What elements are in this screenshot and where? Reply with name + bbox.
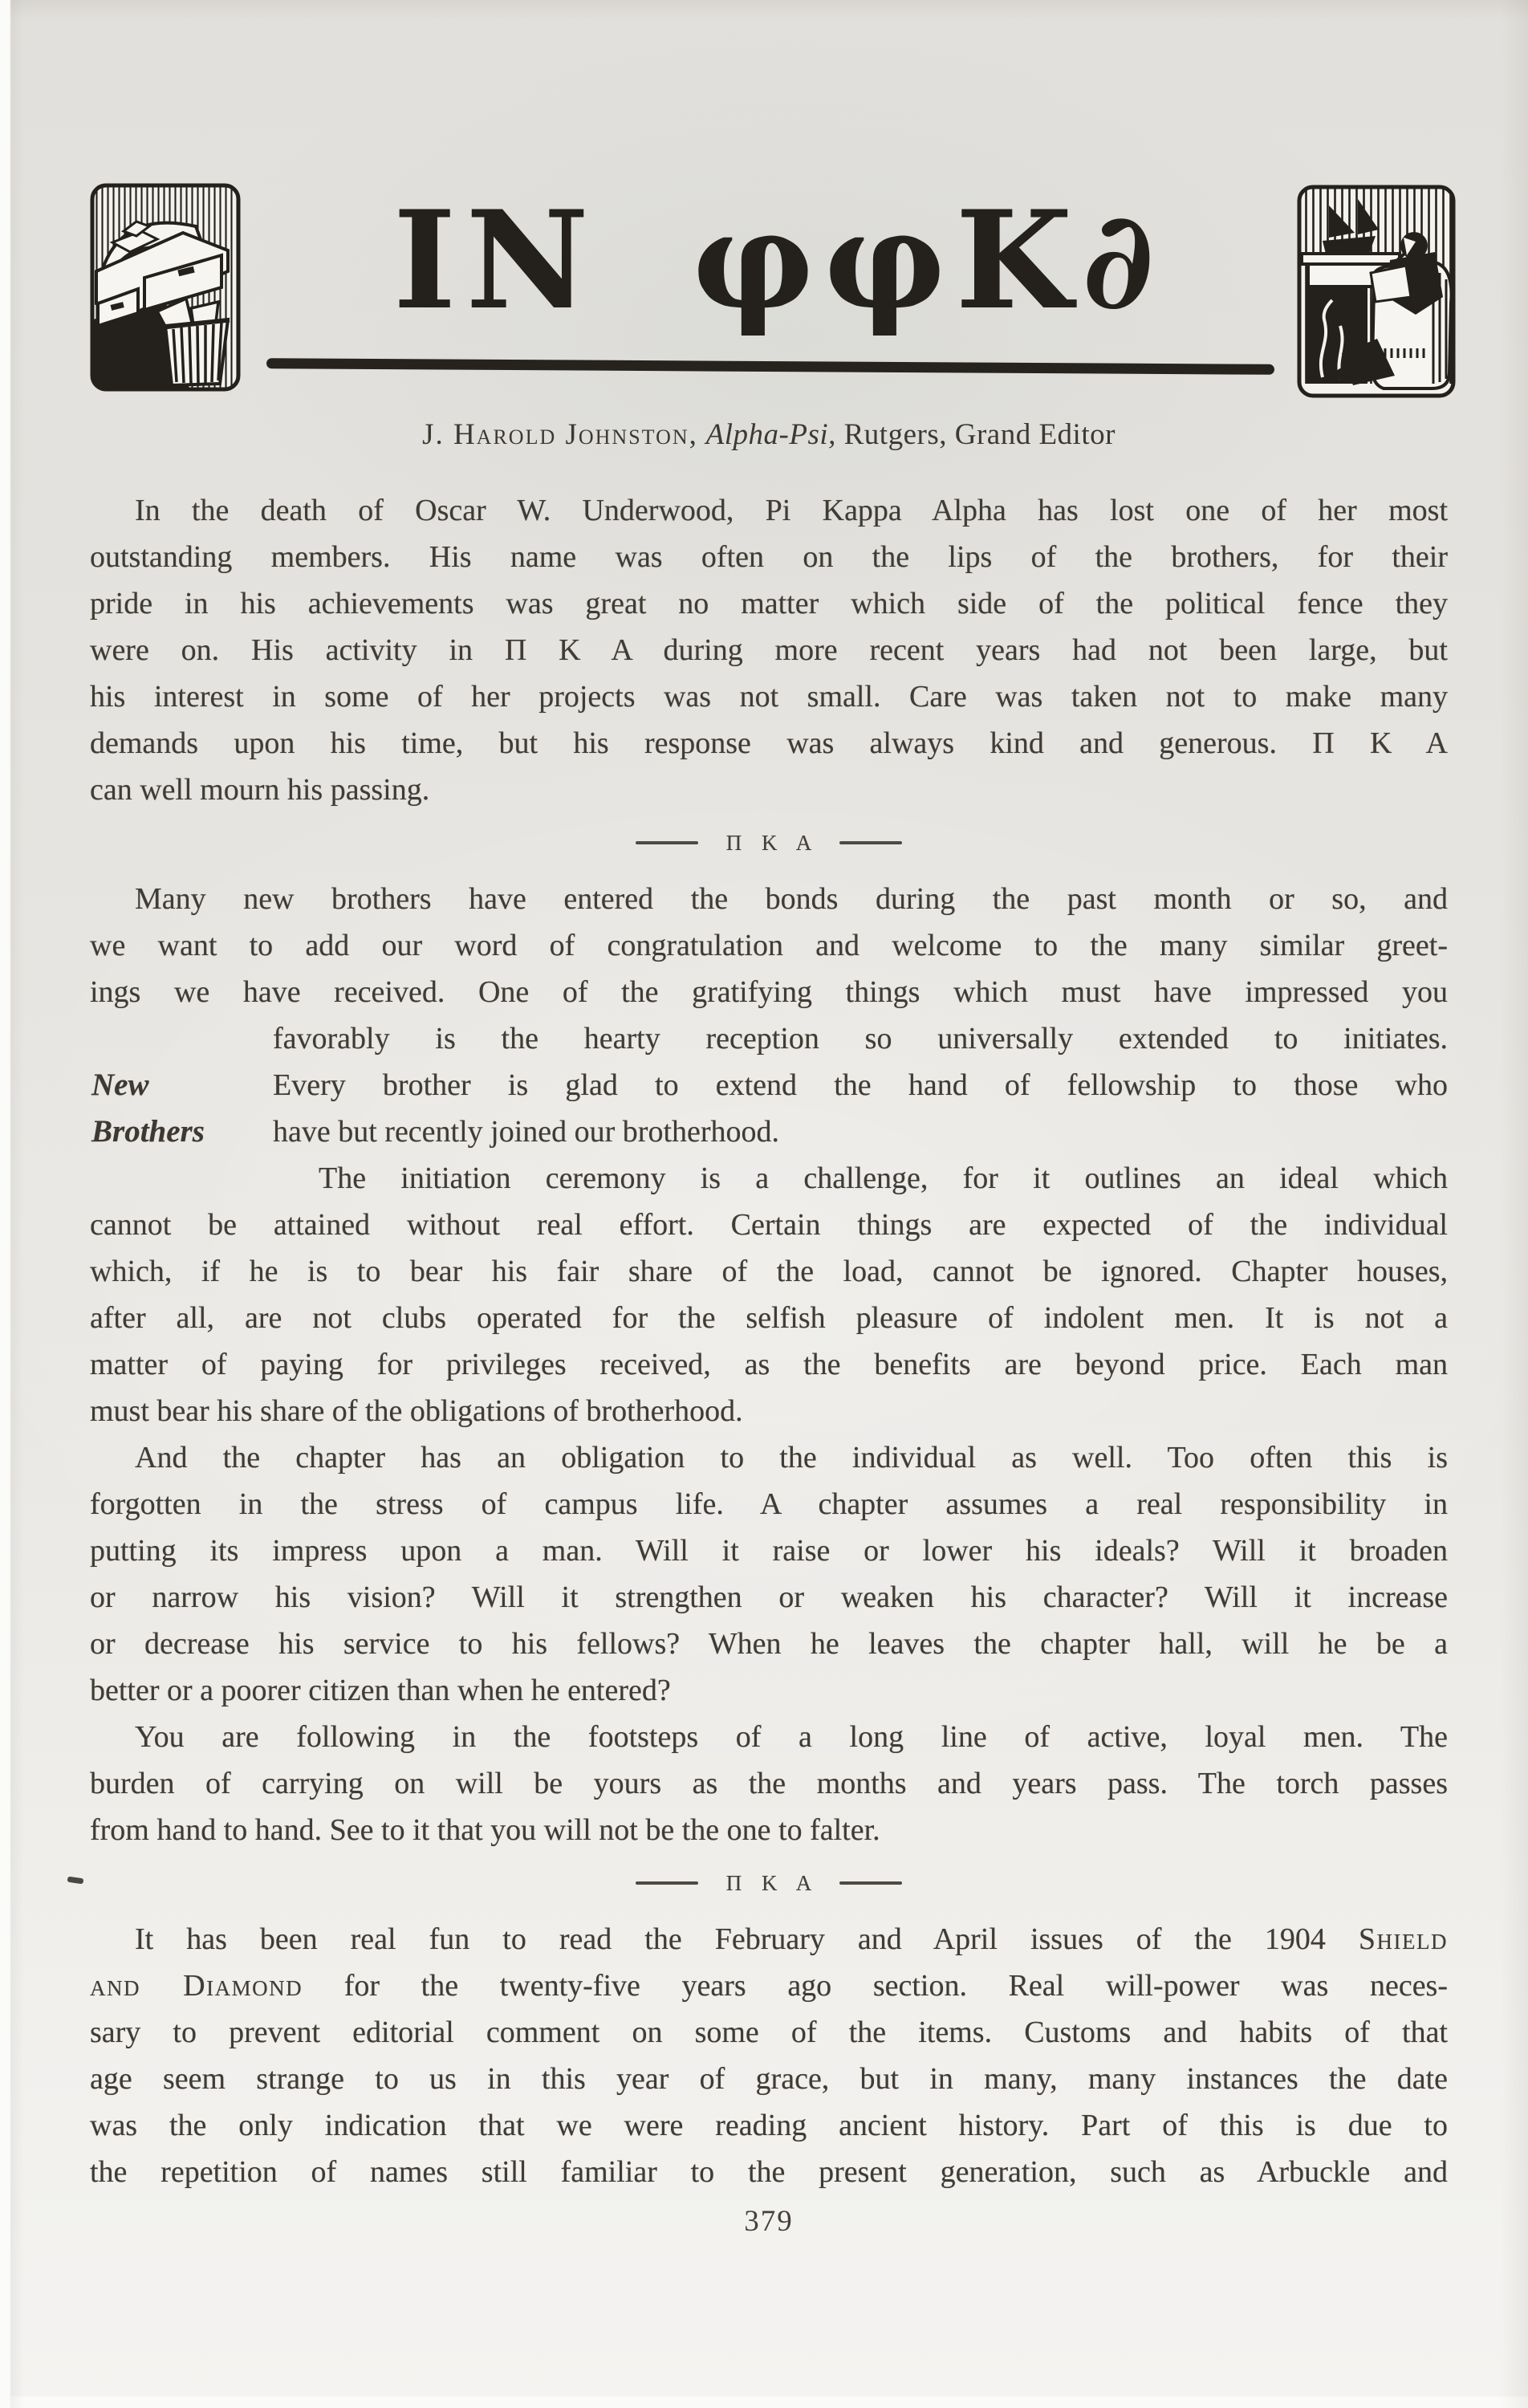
text-line: pride in his achievements was great no matter which side of the political fence they [90, 587, 1448, 620]
paragraph-underwood [90, 487, 1448, 813]
text-line: In the death of Oscar W. Underwood, Pi Kappa Alpha has lost one of her most [135, 494, 1448, 527]
text-line: burden of carrying on will be yours as the months and years pass. The torch passes [90, 1767, 1448, 1800]
desk-wastebasket-illustration-icon [88, 181, 242, 393]
paragraph-initiation [90, 1155, 1448, 1434]
text-line: age seem strange to us in this year of grace, but in many, many instances the date [90, 2062, 1448, 2096]
text-line: putting its impress upon a man. Will it raise or lower his ideals? Will it broaden [90, 1534, 1448, 1568]
text-line: outstanding members. His name was often on the lips of the brothers, for their [90, 540, 1448, 574]
desk-scene [88, 181, 242, 393]
fireside-reader-illustration-icon [1295, 183, 1457, 400]
divider-label: Π K A [725, 830, 819, 855]
text-line: or decrease his service to his fellows? When he leaves the chapter hall, will he be a [90, 1627, 1448, 1661]
print-artifact [67, 1877, 84, 1885]
text-line: or narrow his vision? Will it strengthen or weaken his character? Will it increase [90, 1580, 1448, 1614]
text-line: after all, are not clubs operated for the selfish pleasure of indolent men. It is not a [90, 1301, 1448, 1335]
text-line: from hand to hand. See to it that you will not be the one to falter. [90, 1813, 880, 1847]
text-line [90, 1963, 1448, 2009]
text-line: demands upon his time, but his response was always kind and generous. Π K A [90, 726, 1448, 760]
divider-dash [636, 1881, 698, 1885]
text-line: ings we have received. One of the gratifying things which must have impressed you [90, 975, 1448, 1009]
text-line: forgotten in the stress of campus life. A chapter assumes a real responsibility in [90, 1487, 1448, 1521]
text-line: can well mourn his passing. [90, 773, 430, 807]
text-line: favorably is the hearty reception so universally extended to initiates. [273, 1022, 1448, 1056]
text-line: were on. His activity in Π K A during more recent years had not been large, but [90, 633, 1448, 667]
divider-dash [839, 841, 902, 844]
text-segment: for the twenty-five years ago section. Real will-power was neces- [303, 1969, 1448, 2003]
text-line: Many new brothers have entered the bonds during the past month or so, and [135, 882, 1448, 916]
section-divider [90, 820, 1448, 866]
text-line: Every brother is glad to extend the hand of fellowship to those who [273, 1068, 1448, 1102]
text-line: And the chapter has an obligation to the individual as well. Too often this is [135, 1441, 1448, 1474]
page-number: 379 [744, 2205, 794, 2238]
byline-author: J. Harold Johnston, [422, 418, 698, 451]
text-line: matter of paying for privileges received, as the benefits are beyond price. Each man [90, 1348, 1448, 1381]
sidehead-word: New [91, 1068, 149, 1102]
publication-name: Shield [1358, 1922, 1448, 1956]
text-line: sary to prevent editorial comment on some of the items. Customs and habits of that [90, 2015, 1448, 2049]
byline [90, 417, 1448, 452]
paragraph-1904-issues [90, 1916, 1448, 2195]
section-divider [90, 1860, 1448, 1906]
text-line: we want to add our word of congratulation and welcome to the many similar greet- [90, 929, 1448, 962]
paragraph-new-brothers [90, 876, 1448, 1155]
paragraph-footsteps [90, 1714, 1448, 1853]
text-line: must bear his share of the obligations of brotherhood. [90, 1394, 743, 1428]
text-line: The initiation ceremony is a challenge, for it outlines an ideal which [319, 1161, 1448, 1195]
divider-dash [839, 1881, 902, 1885]
text-line: You are following in the footsteps of a long line of active, loyal men. The [135, 1720, 1448, 1754]
sidehead-new-brothers [91, 1062, 205, 1155]
fireside-scene [1295, 183, 1457, 400]
divider-label: Π K A [725, 1870, 819, 1895]
sidehead-word: Brothers [91, 1114, 205, 1149]
divider-dash [636, 841, 698, 844]
text-line: better or a poorer citizen than when he entered? [90, 1674, 671, 1707]
text-line: was the only indication that we were reading ancient history. Part of this is due to [90, 2109, 1448, 2142]
text-line: the repetition of names still familiar to the present generation, such as Arbuckle and [90, 2155, 1448, 2189]
article-body [90, 487, 1448, 2195]
byline-affiliation: Rutgers, Grand Editor [843, 418, 1116, 451]
text-line: have but recently joined our brotherhood. [273, 1115, 780, 1149]
header-rule [266, 358, 1274, 375]
publication-name: and Diamond [90, 1969, 303, 2003]
text-line: which, if he is to bear his fair share of the load, cannot be ignored. Chapter houses, [90, 1255, 1448, 1288]
page-title: IN φφΚ∂ [392, 181, 1164, 340]
byline-chapter: Alpha-Psi, [705, 418, 836, 451]
text-line: his interest in some of her projects was not small. Care was taken not to make many [90, 680, 1448, 714]
text-line [90, 1916, 1448, 1963]
text-segment: It has been real fun to read the February and April issues of the 1904 [135, 1922, 1359, 1956]
text-line: cannot be attained without real effort. Certain things are expected of the individual [90, 1208, 1448, 1242]
paragraph-chapter-obligation [90, 1434, 1448, 1714]
